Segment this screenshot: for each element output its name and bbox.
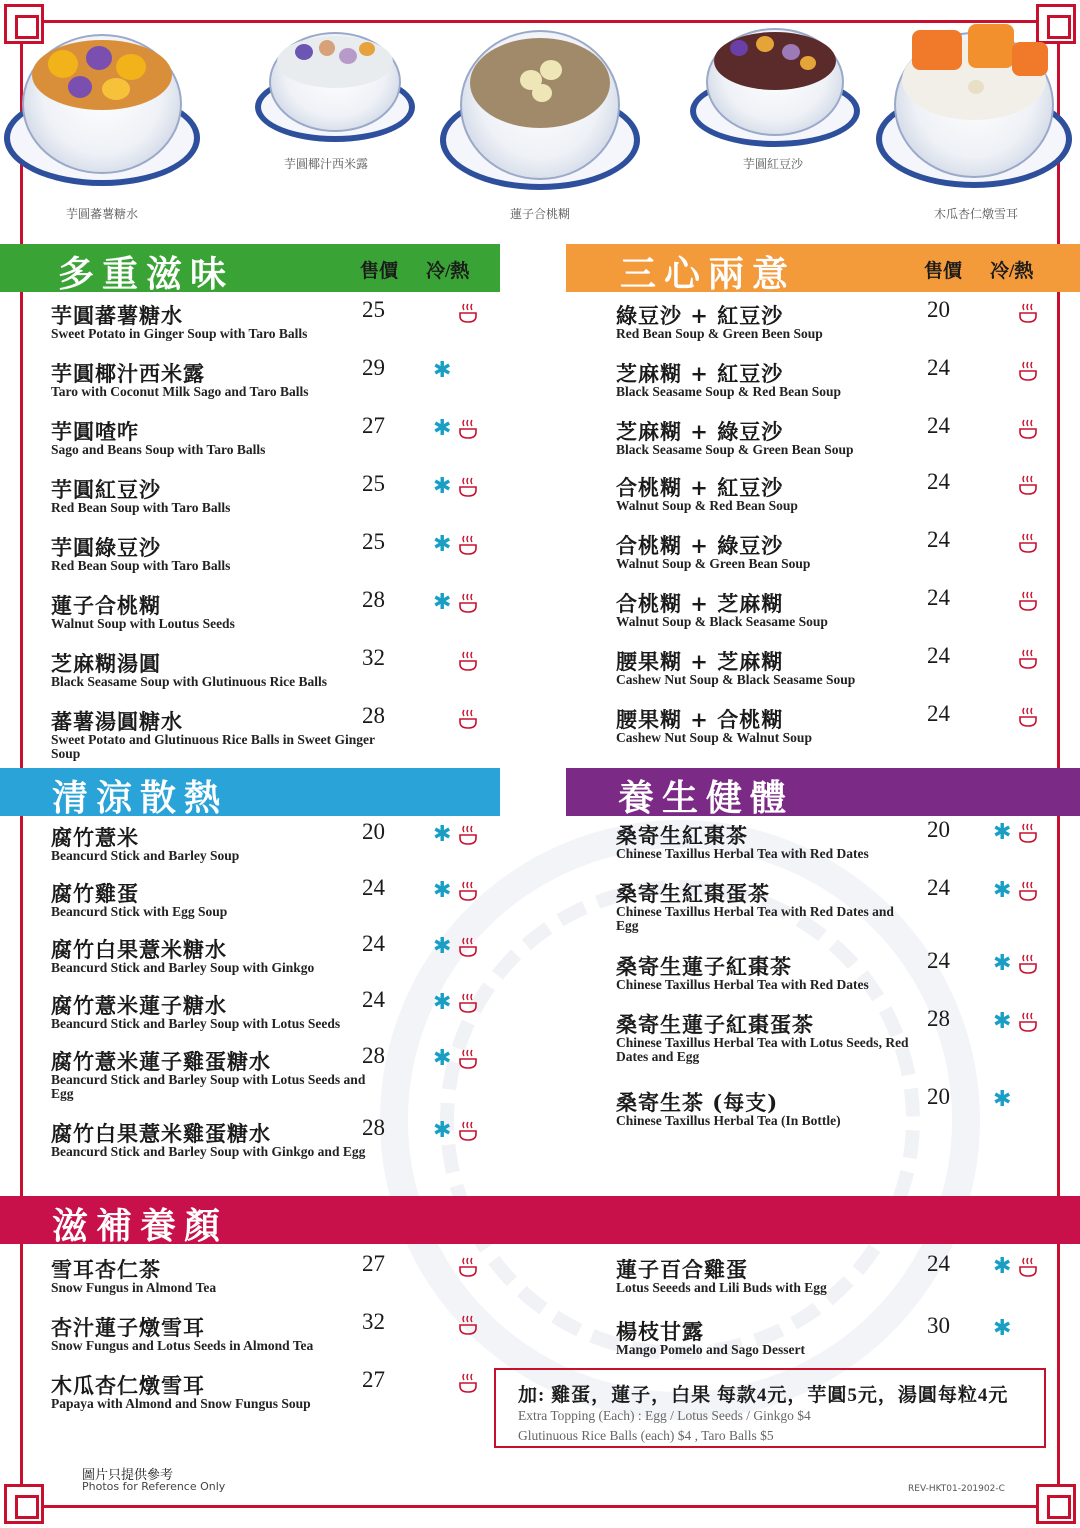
hot-steaming-bowl-icon — [459, 592, 477, 614]
menu-item-price: 20 — [927, 297, 950, 322]
menu-item-name-en: Cashew Nut Soup & Walnut Soup — [616, 730, 812, 745]
menu-item-name-en: Sweet Potato in Ginger Soup with Taro Balls — [51, 326, 308, 341]
menu-item-price: 32 — [362, 645, 385, 670]
menu-item — [51, 645, 551, 704]
photo-caption: 木瓜杏仁燉雪耳 — [934, 207, 1019, 221]
menu-item-price: 29 — [362, 355, 385, 380]
section-header-cooling — [0, 768, 500, 819]
menu-item-price: 20 — [362, 819, 385, 844]
hot-steaming-bowl-icon — [1019, 532, 1037, 554]
menu-item-name-en: Chinese Taxillus Herbal Tea with Red Dates — [616, 846, 869, 861]
hot-steaming-bowl-icon — [459, 1372, 477, 1394]
menu-item-name-en: Beancurd Stick and Barley Soup with Lotus Seeds and Egg — [51, 1072, 366, 1101]
menu-item-name-zh: 木瓜杏仁燉雪耳 — [51, 1373, 205, 1398]
menu-item-name-zh: 腐竹薏米 — [51, 825, 139, 850]
menu-item — [616, 1084, 1080, 1143]
cold-snowflake-icon: ✱ — [433, 1118, 452, 1143]
menu-item-name-zh: 合桃糊 + 綠豆沙 — [616, 533, 784, 558]
menu-item-name-en: Walnut Soup with Loutus Seeds — [51, 616, 235, 631]
menu-item — [51, 471, 551, 530]
menu-item-name-en: Lotus Seeeds and Lili Buds with Egg — [616, 1280, 827, 1295]
extra-topping-en: Glutinuous Rice Balls (each) $4 , Taro Balls $5 — [518, 1428, 774, 1443]
menu-item-name-en: Taro with Coconut Milk Sago and Taro Balls — [51, 384, 309, 399]
menu-item-name-zh: 桑寄生茶 (每支) — [616, 1090, 779, 1115]
photo-caption: 芋圓椰汁西米露 — [284, 157, 369, 171]
hot-steaming-bowl-icon — [459, 534, 477, 556]
menu-item-price: 24 — [927, 585, 950, 610]
menu-item-name-zh: 芋圓喳咋 — [51, 419, 139, 444]
menu-item — [51, 529, 551, 588]
menu-item-price: 24 — [927, 355, 950, 380]
menu-item-name-zh: 芋圓綠豆沙 — [51, 535, 161, 560]
menu-item-name-zh: 芋圓椰汁西米露 — [51, 361, 205, 386]
menu-item-price: 24 — [927, 643, 950, 668]
menu-item — [616, 413, 1080, 472]
hot-steaming-bowl-icon — [459, 418, 477, 440]
menu-item — [616, 297, 1080, 356]
hot-steaming-bowl-icon — [459, 302, 477, 324]
menu-item-name-zh: 腰果糊 + 芝麻糊 — [616, 649, 784, 674]
menu-item-name-zh: 腐竹薏米蓮子糖水 — [51, 993, 227, 1018]
menu-item — [616, 355, 1080, 414]
hot-steaming-bowl-icon — [459, 708, 477, 730]
cold-snowflake-icon: ✱ — [433, 474, 452, 499]
hot-steaming-bowl-icon — [1019, 822, 1037, 844]
menu-item-price: 24 — [927, 413, 950, 438]
menu-item-price: 28 — [362, 587, 385, 612]
section-header-combo — [566, 244, 1080, 295]
menu-item-price: 24 — [927, 469, 950, 494]
photo-caption: 芋圓蕃薯糖水 — [66, 207, 139, 221]
menu-item-name-en: Chinese Taxillus Herbal Tea with Red Dates — [616, 977, 869, 992]
menu-item — [616, 1251, 1080, 1310]
menu-item — [51, 587, 551, 646]
cold-snowflake-icon: ✱ — [433, 822, 452, 847]
hot-steaming-bowl-icon — [1019, 418, 1037, 440]
cold-snowflake-icon: ✱ — [433, 878, 452, 903]
hot-steaming-bowl-icon — [1019, 1256, 1037, 1278]
menu-item-price: 24 — [362, 931, 385, 956]
menu-item-name-en: Red Bean Soup with Taro Balls — [51, 558, 231, 573]
menu-item-price: 27 — [362, 1251, 385, 1276]
cold-snowflake-icon: ✱ — [993, 878, 1012, 903]
cold-snowflake-icon: ✱ — [433, 532, 452, 557]
menu-item — [616, 643, 1080, 702]
menu-item-price: 20 — [927, 817, 950, 842]
menu-item — [51, 819, 551, 878]
hot-steaming-bowl-icon — [1019, 648, 1037, 670]
menu-item-name-zh: 合桃糊 + 芝麻糊 — [616, 591, 784, 616]
menu-item-name-en: Mango Pomelo and Sago Dessert — [616, 1342, 805, 1357]
photo-caption: 芋圓紅豆沙 — [743, 157, 804, 171]
menu-item-price: 32 — [362, 1309, 385, 1334]
menu-item-price: 24 — [362, 875, 385, 900]
cold-snowflake-icon: ✱ — [433, 358, 452, 383]
menu-item-name-zh: 合桃糊 + 紅豆沙 — [616, 475, 784, 500]
menu-item — [51, 931, 551, 990]
menu-item-name-en: Chinese Taxillus Herbal Tea with Lotus Seeds, Red Dates and Egg — [616, 1035, 909, 1064]
section-title: 多重滋味 — [58, 254, 235, 295]
menu-item-name-en: Beancurd Stick and Barley Soup — [51, 848, 240, 863]
menu-item — [51, 875, 551, 934]
menu-item — [51, 987, 551, 1046]
hot-steaming-bowl-icon — [1019, 953, 1037, 975]
menu-item-price: 20 — [927, 1084, 950, 1109]
hot-steaming-bowl-icon — [459, 1120, 477, 1142]
menu-item-name-zh: 芋圓蕃薯糖水 — [51, 303, 183, 328]
extra-topping-en: Extra Topping (Each) : Egg / Lotus Seeds / Ginkgo $4 — [518, 1408, 811, 1423]
cold-snowflake-icon: ✱ — [993, 1254, 1012, 1279]
menu-item-name-en: Sago and Beans Soup with Taro Balls — [51, 442, 266, 457]
menu-item-price: 25 — [362, 471, 385, 496]
menu-item-name-zh: 桑寄生蓮子紅棗蛋茶 — [616, 1012, 814, 1037]
menu-item-name-zh: 蕃薯湯圓糖水 — [51, 709, 183, 734]
section-title: 清涼散熱 — [52, 778, 229, 819]
menu-item — [51, 1115, 551, 1174]
price-column-header: 售價 — [360, 261, 399, 282]
menu-item-name-zh: 綠豆沙 + 紅豆沙 — [616, 303, 784, 328]
menu-item-name-en: Black Seasame Soup & Green Bean Soup — [616, 442, 854, 457]
menu-item-name-zh: 雪耳杏仁茶 — [51, 1257, 161, 1282]
menu-item-name-en: Red Bean Soup & Green Been Soup — [616, 326, 823, 341]
menu-item-name-zh: 芝麻糊 + 紅豆沙 — [616, 361, 784, 386]
hot-steaming-bowl-icon — [459, 936, 477, 958]
section-title: 滋補養顏 — [52, 1206, 229, 1247]
photo-sweet-potato-taro — [4, 20, 200, 200]
menu-item-price: 28 — [362, 703, 385, 728]
photo-caption: 蓮子合桃糊 — [510, 207, 571, 221]
menu-item — [616, 527, 1080, 586]
menu-item-price: 28 — [362, 1115, 385, 1140]
cold-snowflake-icon: ✱ — [993, 820, 1012, 845]
menu-item-name-zh: 桑寄生蓮子紅棗茶 — [616, 954, 792, 979]
hot-steaming-bowl-icon — [459, 1048, 477, 1070]
menu-item-name-en: Walnut Soup & Green Bean Soup — [616, 556, 811, 571]
menu-item — [51, 355, 551, 414]
menu-item — [51, 703, 551, 762]
hot-steaming-bowl-icon — [459, 824, 477, 846]
menu-item-name-zh: 芋圓紅豆沙 — [51, 477, 161, 502]
menu-item-name-zh: 杏汁蓮子燉雪耳 — [51, 1315, 205, 1340]
menu-item-price: 24 — [927, 701, 950, 726]
menu-item — [616, 585, 1080, 644]
menu-item-price: 24 — [362, 987, 385, 1012]
menu-item-price: 25 — [362, 297, 385, 322]
menu-item-name-zh: 腐竹雞蛋 — [51, 881, 139, 906]
photo-papaya-snow-fungus — [872, 18, 1072, 203]
hot-steaming-bowl-icon — [459, 650, 477, 672]
menu-item-name-en: Beancurd Stick and Barley Soup with Ginkgo and Egg — [51, 1144, 366, 1159]
menu-item — [51, 297, 551, 356]
photo-red-bean-taro — [690, 20, 860, 155]
corner-ornament — [4, 1484, 44, 1524]
photo-coconut-sago — [255, 22, 415, 152]
photo-disclaimer-zh: 圖片只提供參考 — [82, 1468, 174, 1483]
menu-item-name-en: Snow Fungus and Lotus Seeds in Almond Tea — [51, 1338, 314, 1353]
menu-item-name-zh: 楊枝甘露 — [616, 1319, 704, 1344]
cold-snowflake-icon: ✱ — [433, 590, 452, 615]
temperature-column-header: 冷/熱 — [990, 261, 1034, 282]
menu-item — [616, 948, 1080, 1007]
corner-ornament — [1036, 1484, 1076, 1524]
menu-item — [616, 1006, 1080, 1065]
menu-item-price: 24 — [927, 948, 950, 973]
menu-item-name-zh: 腐竹白果薏米雞蛋糖水 — [51, 1121, 271, 1146]
menu-item-price: 24 — [927, 527, 950, 552]
section-header-beauty — [0, 1196, 1080, 1247]
menu-item-name-zh: 芝麻糊 + 綠豆沙 — [616, 419, 784, 444]
menu-item-name-en: Cashew Nut Soup & Black Seasame Soup — [616, 672, 856, 687]
extra-topping-box — [494, 1368, 1046, 1448]
hot-steaming-bowl-icon — [1019, 1011, 1037, 1033]
hot-steaming-bowl-icon — [1019, 590, 1037, 612]
menu-item-name-en: Chinese Taxillus Herbal Tea with Red Dates and Egg — [616, 904, 894, 933]
section-title: 養生健體 — [618, 778, 795, 819]
section-header-health — [566, 768, 1080, 819]
menu-item-name-en: Beancurd Stick and Barley Soup with Lotus Seeds — [51, 1016, 341, 1031]
menu-item-price: 28 — [362, 1043, 385, 1068]
menu-item-price: 27 — [362, 1367, 385, 1392]
cold-snowflake-icon: ✱ — [993, 951, 1012, 976]
cold-snowflake-icon: ✱ — [993, 1316, 1012, 1341]
menu-item-name-zh: 腰果糊 + 合桃糊 — [616, 707, 784, 732]
menu-item-name-zh: 腐竹白果薏米糖水 — [51, 937, 227, 962]
cold-snowflake-icon: ✱ — [433, 1046, 452, 1071]
photo-disclaimer-en: Photos for Reference Only — [82, 1480, 226, 1493]
cold-snowflake-icon: ✱ — [993, 1087, 1012, 1112]
menu-item-price: 30 — [927, 1313, 950, 1338]
hot-steaming-bowl-icon — [459, 880, 477, 902]
menu-item-price: 24 — [927, 875, 950, 900]
menu-item-name-zh: 芝麻糊湯圓 — [51, 651, 161, 676]
cold-snowflake-icon: ✱ — [433, 934, 452, 959]
menu-item — [616, 701, 1080, 760]
cold-snowflake-icon: ✱ — [433, 416, 452, 441]
menu-item — [616, 875, 1080, 934]
menu-item-name-en: Walnut Soup & Black Seasame Soup — [616, 614, 828, 629]
hot-steaming-bowl-icon — [1019, 474, 1037, 496]
temperature-column-header: 冷/熱 — [426, 261, 470, 282]
hot-steaming-bowl-icon — [1019, 360, 1037, 382]
hot-steaming-bowl-icon — [459, 992, 477, 1014]
menu-item — [616, 1313, 1080, 1372]
menu-item-name-en: Black Seasame Soup with Glutinuous Rice Balls — [51, 674, 328, 689]
menu-item-name-zh: 蓮子百合雞蛋 — [616, 1257, 748, 1282]
hot-steaming-bowl-icon — [459, 1256, 477, 1278]
menu-item-name-en: Chinese Taxillus Herbal Tea (In Bottle) — [616, 1113, 841, 1128]
section-header-multi — [0, 244, 500, 295]
menu-item-name-en: Sweet Potato and Glutinuous Rice Balls in Sweet Ginger Soup — [51, 732, 375, 761]
menu-item-name-en: Snow Fungus in Almond Tea — [51, 1280, 217, 1295]
menu-item-name-zh: 桑寄生紅棗茶 — [616, 823, 748, 848]
photo-walnut-lotus — [440, 20, 640, 205]
menu-item-name-en: Red Bean Soup with Taro Balls — [51, 500, 231, 515]
menu-item — [51, 413, 551, 472]
menu-item — [616, 469, 1080, 528]
hot-steaming-bowl-icon — [1019, 302, 1037, 324]
menu-item — [51, 1251, 551, 1310]
menu-item-name-zh: 腐竹薏米蓮子雞蛋糖水 — [51, 1049, 271, 1074]
menu-item-name-en: Beancurd Stick and Barley Soup with Ginkgo — [51, 960, 315, 975]
section-title: 三心兩意 — [620, 254, 797, 295]
hot-steaming-bowl-icon — [1019, 880, 1037, 902]
hot-steaming-bowl-icon — [459, 1314, 477, 1336]
menu-item — [616, 817, 1080, 876]
menu-item-name-zh: 蓮子合桃糊 — [51, 593, 161, 618]
menu-item-name-en: Black Seasame Soup & Red Bean Soup — [616, 384, 842, 399]
cold-snowflake-icon: ✱ — [993, 1009, 1012, 1034]
menu-item — [51, 1367, 551, 1426]
menu-item-name-en: Beancurd Stick with Egg Soup — [51, 904, 228, 919]
price-column-header: 售價 — [924, 261, 963, 282]
menu-item-name-en: Walnut Soup & Red Bean Soup — [616, 498, 798, 513]
menu-item — [51, 1043, 551, 1102]
extra-topping-zh: 加: 雞蛋，蓮子，白果 每款4元，芋圓5元，湯圓每粒4元 — [518, 1385, 1009, 1406]
menu-item-price: 25 — [362, 529, 385, 554]
hot-steaming-bowl-icon — [459, 476, 477, 498]
menu-item-price: 24 — [927, 1251, 950, 1276]
menu-item-price: 28 — [927, 1006, 950, 1031]
menu-item — [51, 1309, 551, 1368]
hot-steaming-bowl-icon — [1019, 706, 1037, 728]
cold-snowflake-icon: ✱ — [433, 990, 452, 1015]
revision-code: REV-HKT01-201902-C — [908, 1484, 1005, 1494]
menu-item-name-zh: 桑寄生紅棗蛋茶 — [616, 881, 770, 906]
menu-item-name-en: Papaya with Almond and Snow Fungus Soup — [51, 1396, 311, 1411]
menu-item-price: 27 — [362, 413, 385, 438]
